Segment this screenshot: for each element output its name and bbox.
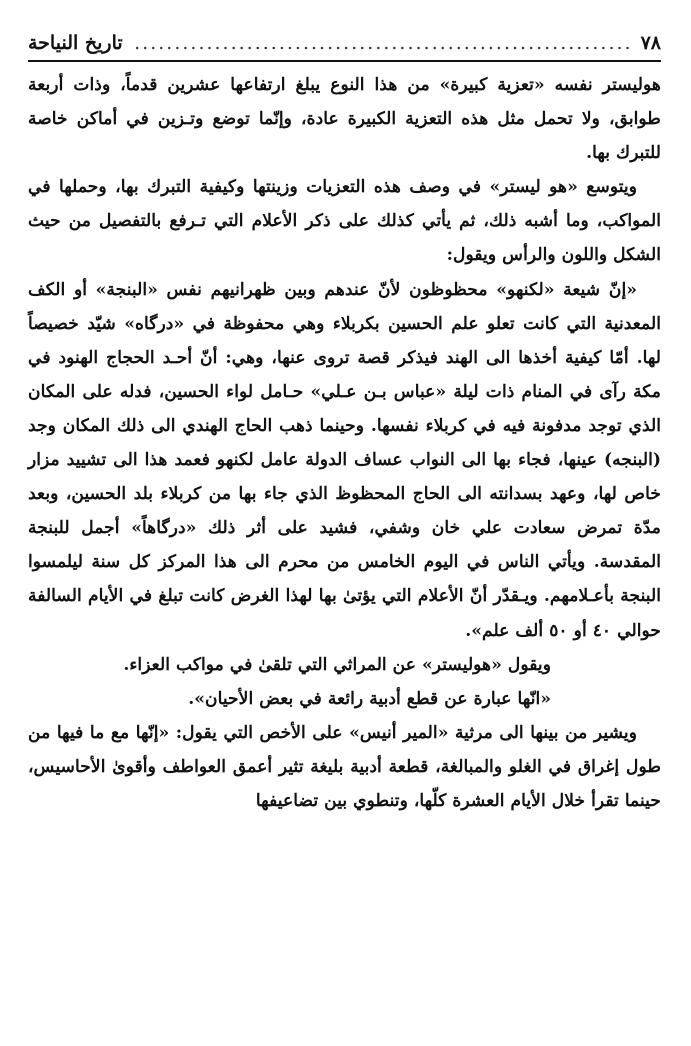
running-header (28, 26, 661, 62)
page-number: ٧٨ (640, 32, 661, 54)
page-body (28, 68, 661, 1026)
running-title: تاريخ النياحة (28, 32, 123, 54)
paragraph: «إنّ شيعة «لكنهو» محظوظون لأنّ عندهم وبين ظهرانيهم نفس «البنجة» أو الكف المعدنية التي كانت تعلو علم الحسين بكربلاء وهي محفوظة في «درگاه» شيّد خصيصاً لها. أمّا كيفية أخذها الى الهند فيذكر قصة تروى عنها، وهي: أنّ أحـد الحجاج الهنود في مكة رآى في المنام ذات ليلة «عباس بـن عـلي» حـامل لواء الحسين، فدله على المكان الذي توجد مدفونة فيه في كربلاء نفسها. وحينما ذهب الحاج الهندي الى ذلك المكان وجد (البنجه) عينها، فجاء بها الى النواب عساف الدولة عامل لكنهو فعمد هذا الى تشييد مزار خاص لها، وعهد بسدانته الى الحاج المحظوظ الذي جاء بها من كربلاء بلد الحسين، وبعد مدّة تمرض سعادت علي خان وشفي، فشيد على أثر ذلك «درگاهاً» أجمل للبنجة المقدسة. ويأتي الناس في اليوم الخامس من محرم الى هذا المركز كل سنة ليلمسوا البنجة بأعـلامهم. ويـقدّر أنّ الأعلام التي يؤتىٰ بها لهذا الغرض كانت تبلغ في الأيام السالفة حوالي ٤٠ أو ٥٠ ألف علم». (28, 279, 661, 641)
paragraph: ويشير من بينها الى مرثية «المير أنيس» على الأخص التي يقول: «إنّها مع ما فيها من طول إغراق في الغلو والمبالغة، قطعة أدبية بليغة تثير أعمق العواطف وأقوىٰ الأحاسيس، حينما تقرأ خلال الأيام العشرة كلّها، وتنطوي بين تضاعيفها (28, 722, 661, 811)
paragraph: هوليستر نفسه «تعزية كبيرة» من هذا النوع يبلغ ارتفاعها عشرين قدماً، وذات أربعة طوابق، ولا تحمل مثل هذه التعزية الكبيرة عادة، وإنّما توضع وتـزين في أماكن خاصة للتبرك بها. (28, 75, 661, 164)
paragraph: ويقول «هوليستر» عن المراثي التي تلقىٰ في مواكب العزاء. (123, 654, 551, 675)
paragraph: «انّها عبارة عن قطع أدبية رائعة في بعض الأحيان». (188, 688, 551, 709)
paragraph: ويتوسع «هو ليستر» في وصف هذه التعزيات وزينتها وكيفية التبرك بها، وحملها في المواكب، وما أشبه ذلك، ثم يأتي كذلك على ذكر الأعلام التي تـرفع بالتفصيل من حيث الشكل واللون والرأس ويقول: (28, 177, 661, 266)
header-leader-dots (131, 32, 633, 54)
